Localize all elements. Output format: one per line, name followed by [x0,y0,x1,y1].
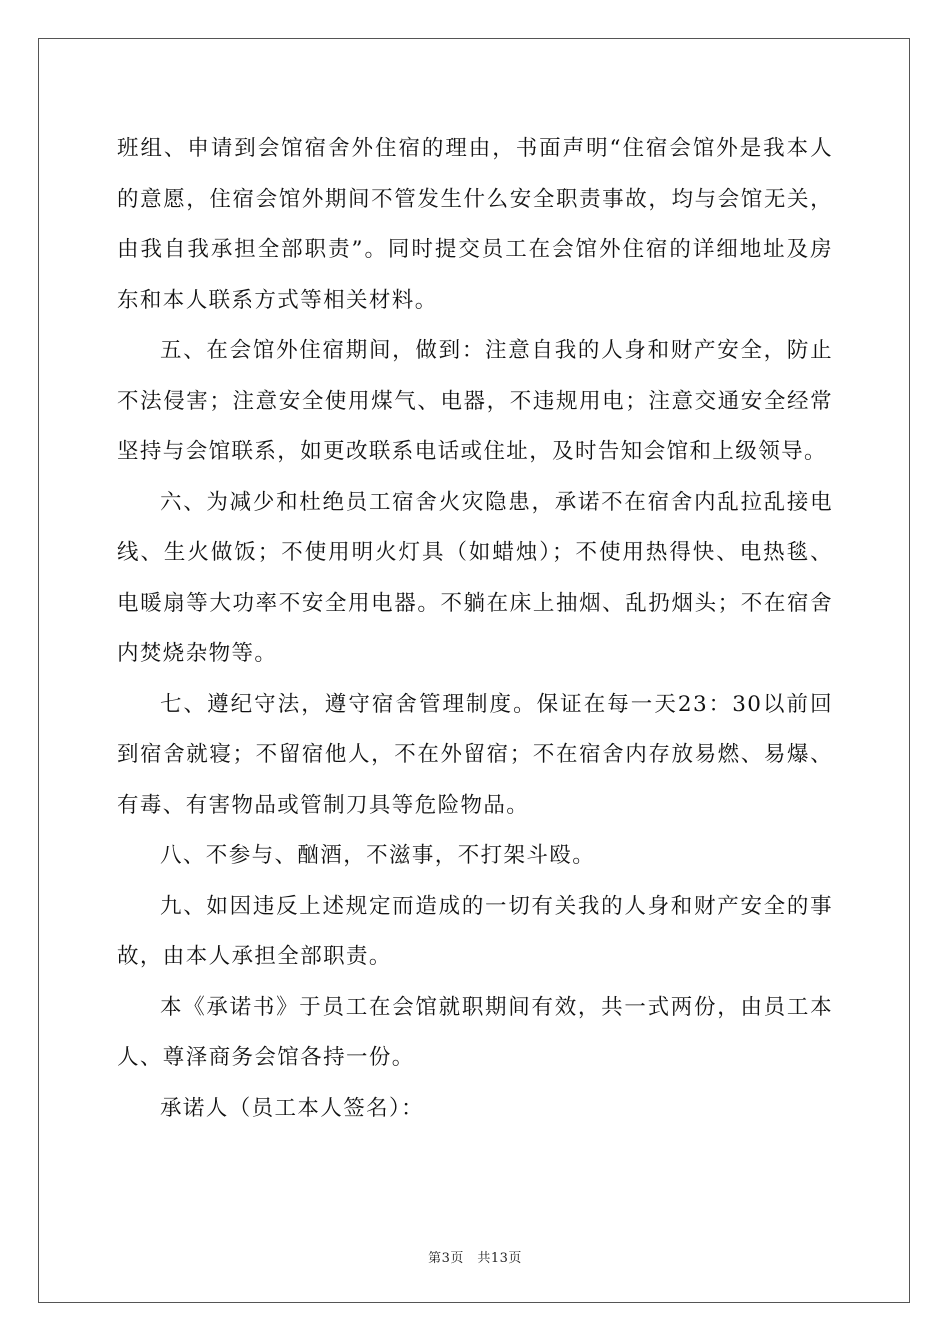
signature-line: 承诺人（员工本人签名）： [160,1095,425,1121]
paragraph-item-8: 八、不参与、酗酒，不滋事，不打架斗殴。 [160,843,596,868]
page-number: 第3页 共13页 [428,1251,522,1266]
paragraph-continuation: 班组、申请到会馆宿舍外住宿的理由，书面声明“住宿会馆外是我本人的意愿，住宿会馆外期间不管发生什么安全职责事故，均与会馆无关，由我自我承担全部职责”。同时提交员工在会馆外住宿的详细地址及房东和本人联系方式等相关材料。 [117,136,833,313]
paragraph-item-7: 七、遵纪守法，遵守宿舍管理制度。保证在每一天23：30以前回到宿舍就寝；不留宿他人，不在外留宿；不在宿舍内存放易燃、易爆、有毒、有害物品或管制刀具等危险物品。 [117,691,833,818]
document-body [117,124,833,1134]
paragraph-validity: 本《承诺书》于员工在会馆就职期间有效，共一式两份，由员工本人、尊泽商务会馆各持一份。 [117,994,833,1070]
paragraph-item-9: 九、如因违反上述规定而造成的一切有关我的人身和财产安全的事故，由本人承担全部职责。 [117,893,833,969]
paragraph-item-5: 五、在会馆外住宿期间，做到：注意自我的人身和财产安全，防止不法侵害；注意安全使用煤气、电器，不违规用电；注意交通安全经常坚持与会馆联系，如更改联系电话或住址，及时告知会馆和上级领导。 [117,338,833,464]
paragraph-item-6: 六、为减少和杜绝员工宿舍火灾隐患，承诺不在宿舍内乱拉乱接电线、生火做饭；不使用明火灯具（如蜡烛）；不使用热得快、电热毯、电暖扇等大功率不安全用电器。不躺在床上抽烟、乱扔烟头；不在宿舍内焚烧杂物等。 [117,489,833,666]
